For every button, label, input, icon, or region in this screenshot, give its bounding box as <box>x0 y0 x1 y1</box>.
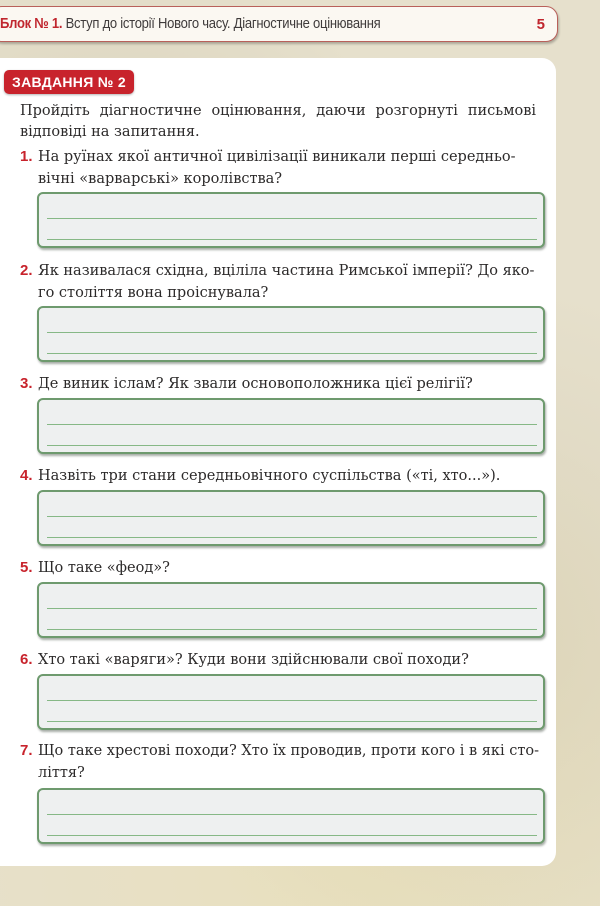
answer-field-6[interactable] <box>37 674 545 730</box>
question-number: 1. <box>20 148 33 165</box>
question-text-line1: Назвіть три стани середньовічного суспільства («ті, хто...»). <box>38 468 501 484</box>
answer-field-3[interactable] <box>37 398 545 454</box>
question-2 <box>20 260 548 304</box>
task-badge: ЗАВДАННЯ № 2 <box>4 70 134 94</box>
question-number: 5. <box>20 559 33 576</box>
question-text-line1: Хто такі «варяги»? Куди вони здійснювали свої походи? <box>38 652 469 668</box>
question-5 <box>20 557 548 579</box>
question-number: 7. <box>20 742 33 759</box>
question-text-line1: Що таке «феод»? <box>38 560 170 576</box>
answer-input-5[interactable] <box>39 584 547 640</box>
question-text-line2: ліття? <box>38 765 85 781</box>
question-6 <box>20 649 548 671</box>
question-number: 2. <box>20 262 33 279</box>
question-3 <box>20 373 548 395</box>
answer-input-3[interactable] <box>39 400 547 456</box>
question-number: 4. <box>20 467 33 484</box>
question-7 <box>20 740 548 784</box>
question-number: 6. <box>20 651 33 668</box>
header-title <box>0 16 380 32</box>
block-label: Блок № 1. <box>0 16 63 32</box>
question-text-line1: Де виник іслам? Як звали основоположника цієї релігії? <box>38 376 473 392</box>
page-header <box>0 6 558 42</box>
answer-input-7[interactable] <box>39 790 547 846</box>
question-text-line1: Як називалася східна, вціліла частина Римської імперії? До яко- <box>38 263 535 279</box>
question-text-line1: На руїнах якої античної цивілізації виникали перші середньо- <box>38 149 516 165</box>
answer-input-4[interactable] <box>39 492 547 548</box>
question-1 <box>20 146 548 190</box>
answer-input-2[interactable] <box>39 308 547 364</box>
block-title: Вступ до історії Нового часу. Діагностичне оцінювання <box>65 16 381 32</box>
page-number: 5 <box>536 15 545 33</box>
answer-field-7[interactable] <box>37 788 545 844</box>
question-text-line1: Що таке хрестові походи? Хто їх проводив, проти кого і в які сто- <box>38 743 540 759</box>
question-number: 3. <box>20 375 33 392</box>
question-text-line2: вічні «варварські» королівства? <box>38 171 283 187</box>
question-text-line2: го століття вона проіснувала? <box>38 285 269 301</box>
answer-input-1[interactable] <box>39 194 547 250</box>
answer-field-1[interactable] <box>37 192 545 248</box>
answer-field-5[interactable] <box>37 582 545 638</box>
answer-field-2[interactable] <box>37 306 545 362</box>
answer-field-4[interactable] <box>37 490 545 546</box>
question-4 <box>20 465 548 487</box>
answer-input-6[interactable] <box>39 676 547 732</box>
task-instructions: Пройдіть діагностичне оцінювання, даючи розгорнуті письмові відповіді на запитання. <box>20 103 536 140</box>
